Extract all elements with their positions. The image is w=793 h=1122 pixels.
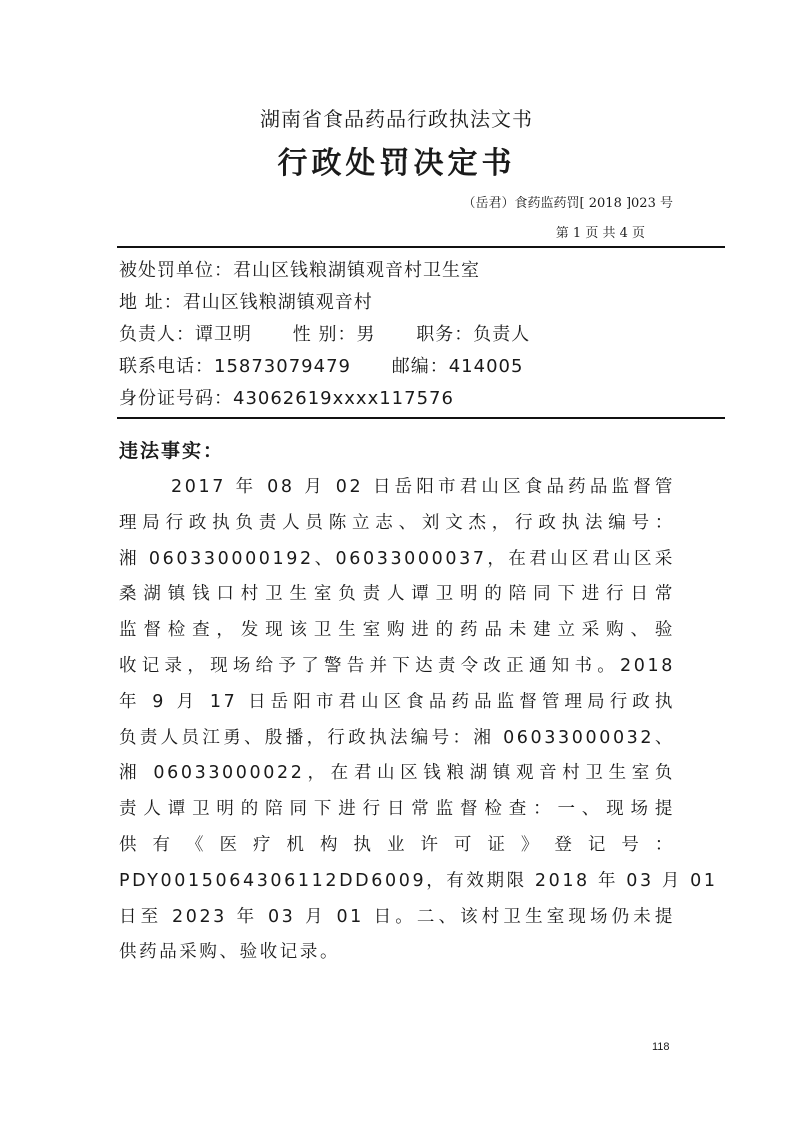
issuing-agency: 湖南省食品药品行政执法文书 [260,107,533,131]
facts-line: 湘 060330000192、06033000037，在君山区君山区采 [119,548,675,569]
document-title: 行政处罚决定书 [277,146,516,181]
bottom-divider [117,417,725,419]
gender: 性 别：男 [292,324,376,345]
facts-line: 桑湖镇钱口村卫生室负责人谭卫明的陪同下进行日常 [119,584,675,605]
phone: 联系电话：15873079479 [119,356,351,377]
facts-line: 2017 年 08 月 02 日岳阳市君山区食品药品监督管 [171,477,675,497]
contact-row [119,351,719,383]
facts-line: 负责人员江勇、殷播，行政执法编号：湘 06033000032、 [119,727,675,748]
party-info [119,255,719,415]
facts-line: 供药品采购、验收记录。 [119,942,341,963]
postcode: 邮编：414005 [391,356,524,377]
address-row: 地 址：君山区钱粮湖镇观音村 [119,292,373,313]
facts-heading: 违法事实： [119,440,225,462]
facts-line: 年 9 月 17 日岳阳市君山区食品药品监督管理局行政执 [119,691,675,712]
page-number: 118 [652,1041,670,1053]
facts-line: PDY0015064306112DD6009，有效期限 2018 年 03 月 01 [119,870,718,891]
facts-line: 监督检查，发现该卫生室购进的药品未建立采购、验 [119,620,675,641]
facts-line: 理局行政执负责人员陈立志、刘文杰，行政执法编号： [119,512,675,533]
facts-line: 供有《医疗机构执业许可证》登记号： [119,834,675,855]
facts-body [119,470,718,971]
entity-row: 被处罚单位：君山区钱粮湖镇观音村卫生室 [119,260,480,281]
document-number: （岳君）食药监药罚[ 2018 ]023 号 [462,196,673,211]
responsible-person: 负责人：谭卫明 [119,324,252,345]
facts-line: 收记录，现场给予了警告并下达责令改正通知书。2018 [119,655,675,676]
position: 职务：负责人 [416,324,531,345]
facts-line: 责人谭卫明的陪同下进行日常监督检查：一、现场提 [119,799,675,820]
facts-line: 日至 2023 年 03 月 01 日。二、该村卫生室现场仍未提 [119,906,675,927]
top-divider [117,246,725,248]
facts-line: 湘 06033000022，在君山区钱粮湖镇观音村卫生室负 [119,763,675,784]
page-count: 第 1 页 共 4 页 [555,226,645,241]
responsible-row [119,319,719,351]
id-row: 身份证号码：43062619xxxx117576 [119,388,454,409]
